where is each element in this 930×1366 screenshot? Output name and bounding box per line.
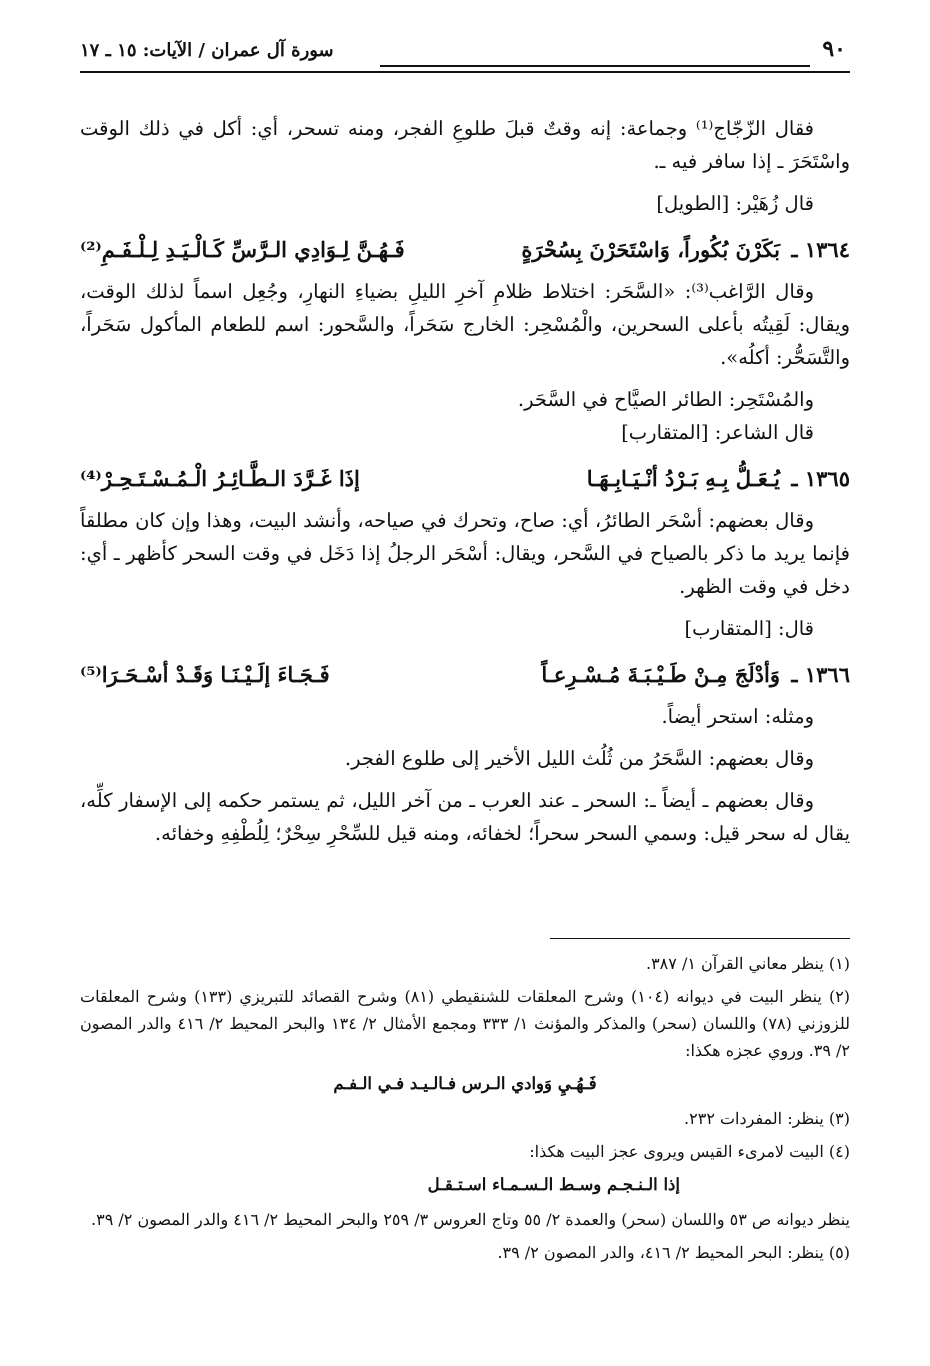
paragraph: فقال الزّجّاج⁽¹⁾ وجماعة: إنه وقتٌ قبلَ طلوعِ الفجر، ومنه تسحر، أي: أكل في ذلك الوقت واسْتَحَرَ ـ إذا سافر فيه ـ.	[80, 117, 850, 173]
paragraph: وقال بعضهم: أسْحَر الطائرُ، أي: صاح، وتحرك في صياحه، وأنشد البيت، وهذا وإن كان مطلقاً فإنما يريد ما ذكر بالصياح في السَّحر، ويقال: أسْحَر الرجلُ إذا دَخَل في وقت السحر كأظهر ـ أي: دخل في وقت الظهر.	[80, 509, 850, 598]
verse-second-hemistich: إذَا غَـرَّدَ الـطَّـائِـرُ الْـمُـسْـتَـحِـرْ⁽⁴⁾	[80, 466, 360, 491]
footnote-separator	[550, 938, 850, 939]
footnote-4-verse: إذا الـنـجـم وسـط الـسـمـاء اسـتـقـل	[427, 1175, 680, 1194]
footnote-2: (٢) ينظر البيت في ديوانه (١٠٤) وشرح المعلقات للشنقيطي (٨١) وشرح القصائد للتبريزي (١٣٣) وشرح المعلقات للزوزني (٧٨) واللسان (سحر) والمذكر والمؤنث ١/ ٣٣٣ ومجمع الأمثال ٢/ ١٣٤ والبحر المحيط ٢/ ٤١٦ والدر المصون ٢/ ٣٩. وروي عجزه هكذا:	[80, 987, 851, 1060]
footnote-5: (٥) ينظر: البحر المحيط ٢/ ٤١٦، والدر المصون ٢/ ٣٩.	[497, 1243, 850, 1262]
paragraph: وقال بعضهم ـ أيضاً ـ: السحر ـ عند العرب ـ من آخر الليل، ثم يستمر حكمه إلى الإسفار كلِّه، يقال له سحر قيل: وسمي السحر سحراً؛ لخفائه، ومنه قيل للسِّحْرِ سِحْرٌ؛ لِلُطْفِهِ وخفائه.	[80, 789, 850, 845]
verse-number: ١٣٦٥ ـ	[791, 466, 850, 491]
footnote-1: (١) ينظر معاني القرآن ١/ ٣٨٧.	[645, 954, 850, 973]
running-title: سورة آل عمران / الآيات: ١٥ ـ ١٧	[80, 40, 334, 61]
footnote-3: (٣) ينظر: المفردات ٢٣٢.	[684, 1109, 850, 1128]
verse-first-hemistich: وَأدْلَجَ مِـنْ طَـيْـبَـةَ مُـسْـرِعـاً	[541, 662, 780, 687]
verse-number: ١٣٦٦ ـ	[791, 662, 850, 687]
header-rule	[380, 65, 810, 67]
verse-second-hemistich: فَـهُـنَّ لِـوَادِي الـرَّسِّ كَـالْـيَـدِ لِـلْـفَـمِ⁽²⁾	[80, 237, 405, 262]
meter-label: قال الشاعر: [المتقارب]	[621, 421, 814, 444]
footnote-2-verse: فَـهُـيِ وَوادي الـرس فـالـيـد فـي الـفـم	[333, 1074, 597, 1093]
page-number: ٩٠	[822, 36, 846, 62]
paragraph: وقال الرَّاغب⁽³⁾: «السَّحَر: اختلاط ظلامِ آخرِ الليلِ بضياءِ النهارِ، وجُعِل اسماً لذلك الوقت، ويقال: لَقِيتُه بأعلى السحرين، والْمُسْحِر: الخارج سَحَراً، والسَّحور: اسم للطعام المأكول سَحَراً، والتَّسَحُّر: أكلُه».	[80, 280, 850, 369]
footnotes	[80, 950, 850, 1272]
footnote-4-sources: ينظر ديوانه ص ٥٣ واللسان (سحر) والعمدة ٢/ ٥٥ وتاج العروس ٣/ ٢٥٩ والبحر المحيط ٢/ ٤١٦ والدر المصون ٢/ ٣٩.	[91, 1210, 850, 1229]
main-text	[80, 112, 850, 859]
paragraph: والمُسْتَحِر: الطائر الصيَّاح في السَّحَر.	[517, 388, 814, 411]
verse-number: ١٣٦٤ ـ	[791, 237, 850, 262]
meter-label: قال زُهَيْر: [الطويل]	[656, 192, 814, 215]
verse-1364	[80, 229, 850, 271]
verse-1366	[80, 654, 850, 696]
verse-1365	[80, 458, 850, 500]
footnote-4: (٤) البيت لامرىء القيس ويروى عجز البيت هكذا:	[529, 1142, 850, 1161]
meter-label: قال: [المتقارب]	[684, 617, 814, 640]
paragraph: وقال بعضهم: السَّحَرُ من ثُلُث الليل الأخير إلى طلوع الفجر.	[344, 747, 814, 770]
header-rule-full	[80, 71, 850, 73]
verse-second-hemistich: فَـجَـاءَ إلَـيْـنَـا وَقَـدْ أسْـحَـرَا⁽⁵⁾	[80, 662, 330, 687]
page-header	[80, 32, 850, 72]
verse-first-hemistich: يُـعَـلُّ بِـهِ بَـرْدُ أنْـيَـابِـهَـا	[586, 466, 780, 491]
verse-first-hemistich: بَكَرْنَ بُكُوراً، وَاسْتَحَرْنَ بِسُحْرَةٍ	[521, 237, 780, 262]
paragraph: ومثله: استحر أيضاً.	[661, 705, 814, 728]
